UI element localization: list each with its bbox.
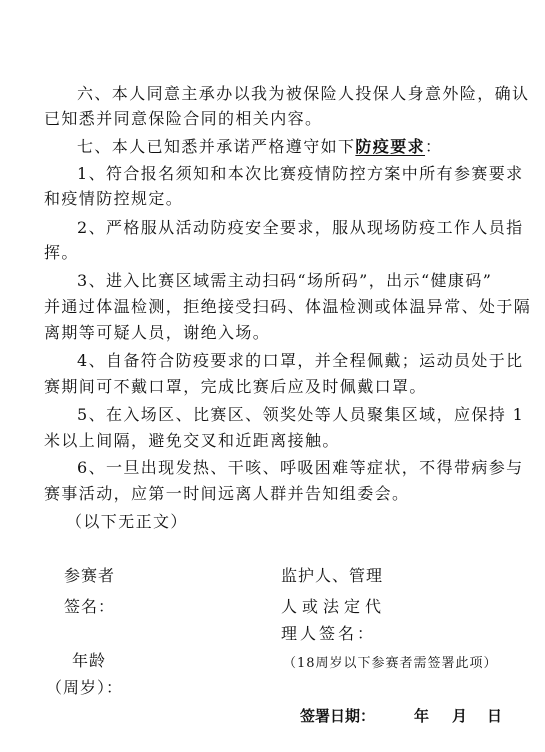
- signing-date-label: 签署日期：: [300, 707, 376, 725]
- rule-3-line-3: 离期等可疑人员，谢绝入场。: [44, 323, 271, 342]
- month-label: 月: [452, 707, 468, 725]
- rule-5-line-1: 5、在入场区、比赛区、领奖处等人员聚集区域，应保持 1: [77, 405, 525, 424]
- rule-2-line-1: 2、严格服从活动防疫安全要求，服从现场防疫工作人员指: [77, 218, 524, 237]
- paragraph-7-heading: [77, 137, 442, 157]
- guardian-sign-label: 理人签名：: [281, 624, 377, 643]
- epidemic-requirements-title: 防疫要求: [355, 137, 426, 156]
- end-note: （以下无正文）: [66, 512, 188, 531]
- rule-1-line-1: 1、符合报名须知和本次比赛疫情防控方案中所有参赛要求: [77, 164, 524, 183]
- rule-3-line-2: 并通过体温检测，拒绝接受扫码、体温检测或体温异常、处于隔: [44, 297, 532, 316]
- age-unit-label: （周岁）：: [46, 678, 124, 697]
- rule-2-line-2: 挥。: [44, 243, 79, 262]
- guardian-label-line-1: 监护人、管理: [281, 566, 384, 585]
- participant-label: 参赛者: [64, 566, 116, 585]
- day-label: 日: [487, 707, 503, 725]
- paragraph-7-suffix: ：: [425, 137, 443, 156]
- age-label: 年龄: [72, 651, 107, 670]
- paragraph-7-prefix: 七、本人已知悉并承诺严格遵守如下: [77, 137, 356, 156]
- minor-signature-note: （18周岁以下参赛者需签署此项）: [283, 656, 498, 671]
- year-label: 年: [414, 707, 430, 725]
- rule-1-line-2: 和疫情防控规定。: [44, 189, 184, 208]
- rule-5-line-2: 米以上间隔，避免交叉和近距离接触。: [44, 431, 340, 450]
- rule-6-line-1: 6、一旦出现发热、干咳、呼吸困难等症状，不得带病参与: [77, 458, 524, 477]
- participant-sign-label: 签名：: [64, 597, 116, 616]
- guardian-label-line-2: 人或法定代: [281, 597, 387, 616]
- paragraph-6-line-1: 六、本人同意主承办以我为被保险人投保人身意外险，确认: [77, 84, 530, 103]
- rule-6-line-2: 赛事活动，应第一时间远离人群并告知组委会。: [44, 484, 410, 503]
- rule-4-line-2: 赛期间可不戴口罩，完成比赛后应及时佩戴口罩。: [44, 377, 427, 396]
- rule-3-line-1: 3、进入比赛区域需主动扫码“场所码”，出示“健康码”: [77, 271, 493, 290]
- rule-4-line-1: 4、自备符合防疫要求的口罩，并全程佩戴；运动员处于比: [77, 351, 524, 370]
- paragraph-6-line-2: 已知悉并同意保险合同的相关内容。: [44, 109, 323, 128]
